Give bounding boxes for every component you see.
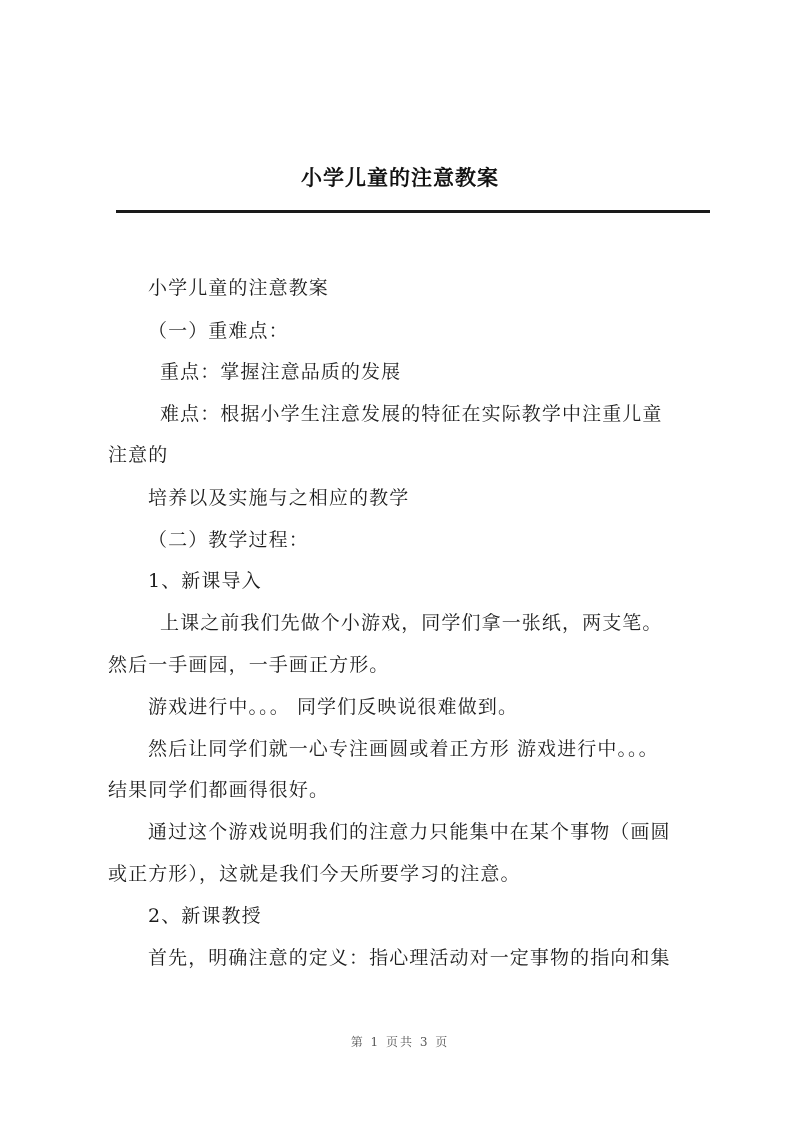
body-line: 1、新课导入 — [148, 570, 262, 592]
body-line: 通过这个游戏说明我们的注意力只能集中在某个事物（画圆 — [148, 821, 671, 843]
body-line: 游戏进行中。。。 同学们反映说很难做到。 — [148, 696, 519, 718]
body-line: （二）教学过程： — [148, 529, 309, 551]
page-number-footer: 第 1 页共 3 页 — [350, 1035, 450, 1049]
body-line: 或正方形），这就是我们今天所要学习的注意。 — [108, 863, 521, 885]
body-line: 然后一手画园，一手画正方形。 — [108, 654, 390, 676]
document-title: 小学儿童的注意教案 — [301, 166, 499, 190]
body-line: 首先，明确注意的定义：指心理活动对一定事物的指向和集 — [148, 947, 671, 969]
body-line: 小学儿童的注意教案 — [148, 277, 329, 299]
title-underline — [116, 210, 710, 213]
body-line: 上课之前我们先做个小游戏，同学们拿一张纸，两支笔。 — [160, 612, 663, 634]
body-line: 然后让同学们就一心专注画圆或着正方形 游戏进行中。。。 — [148, 738, 659, 760]
body-line: （一）重难点： — [148, 320, 289, 342]
body-line: 重点：掌握注意品质的发展 — [160, 361, 402, 383]
body-line: 注意的 — [108, 444, 169, 466]
body-line: 培养以及实施与之相应的教学 — [148, 487, 410, 509]
body-line: 结果同学们都画得很好。 — [108, 779, 330, 801]
body-line: 难点：根据小学生注意发展的特征在实际教学中注重儿童 — [160, 403, 663, 425]
body-line: 2、新课教授 — [148, 905, 262, 927]
